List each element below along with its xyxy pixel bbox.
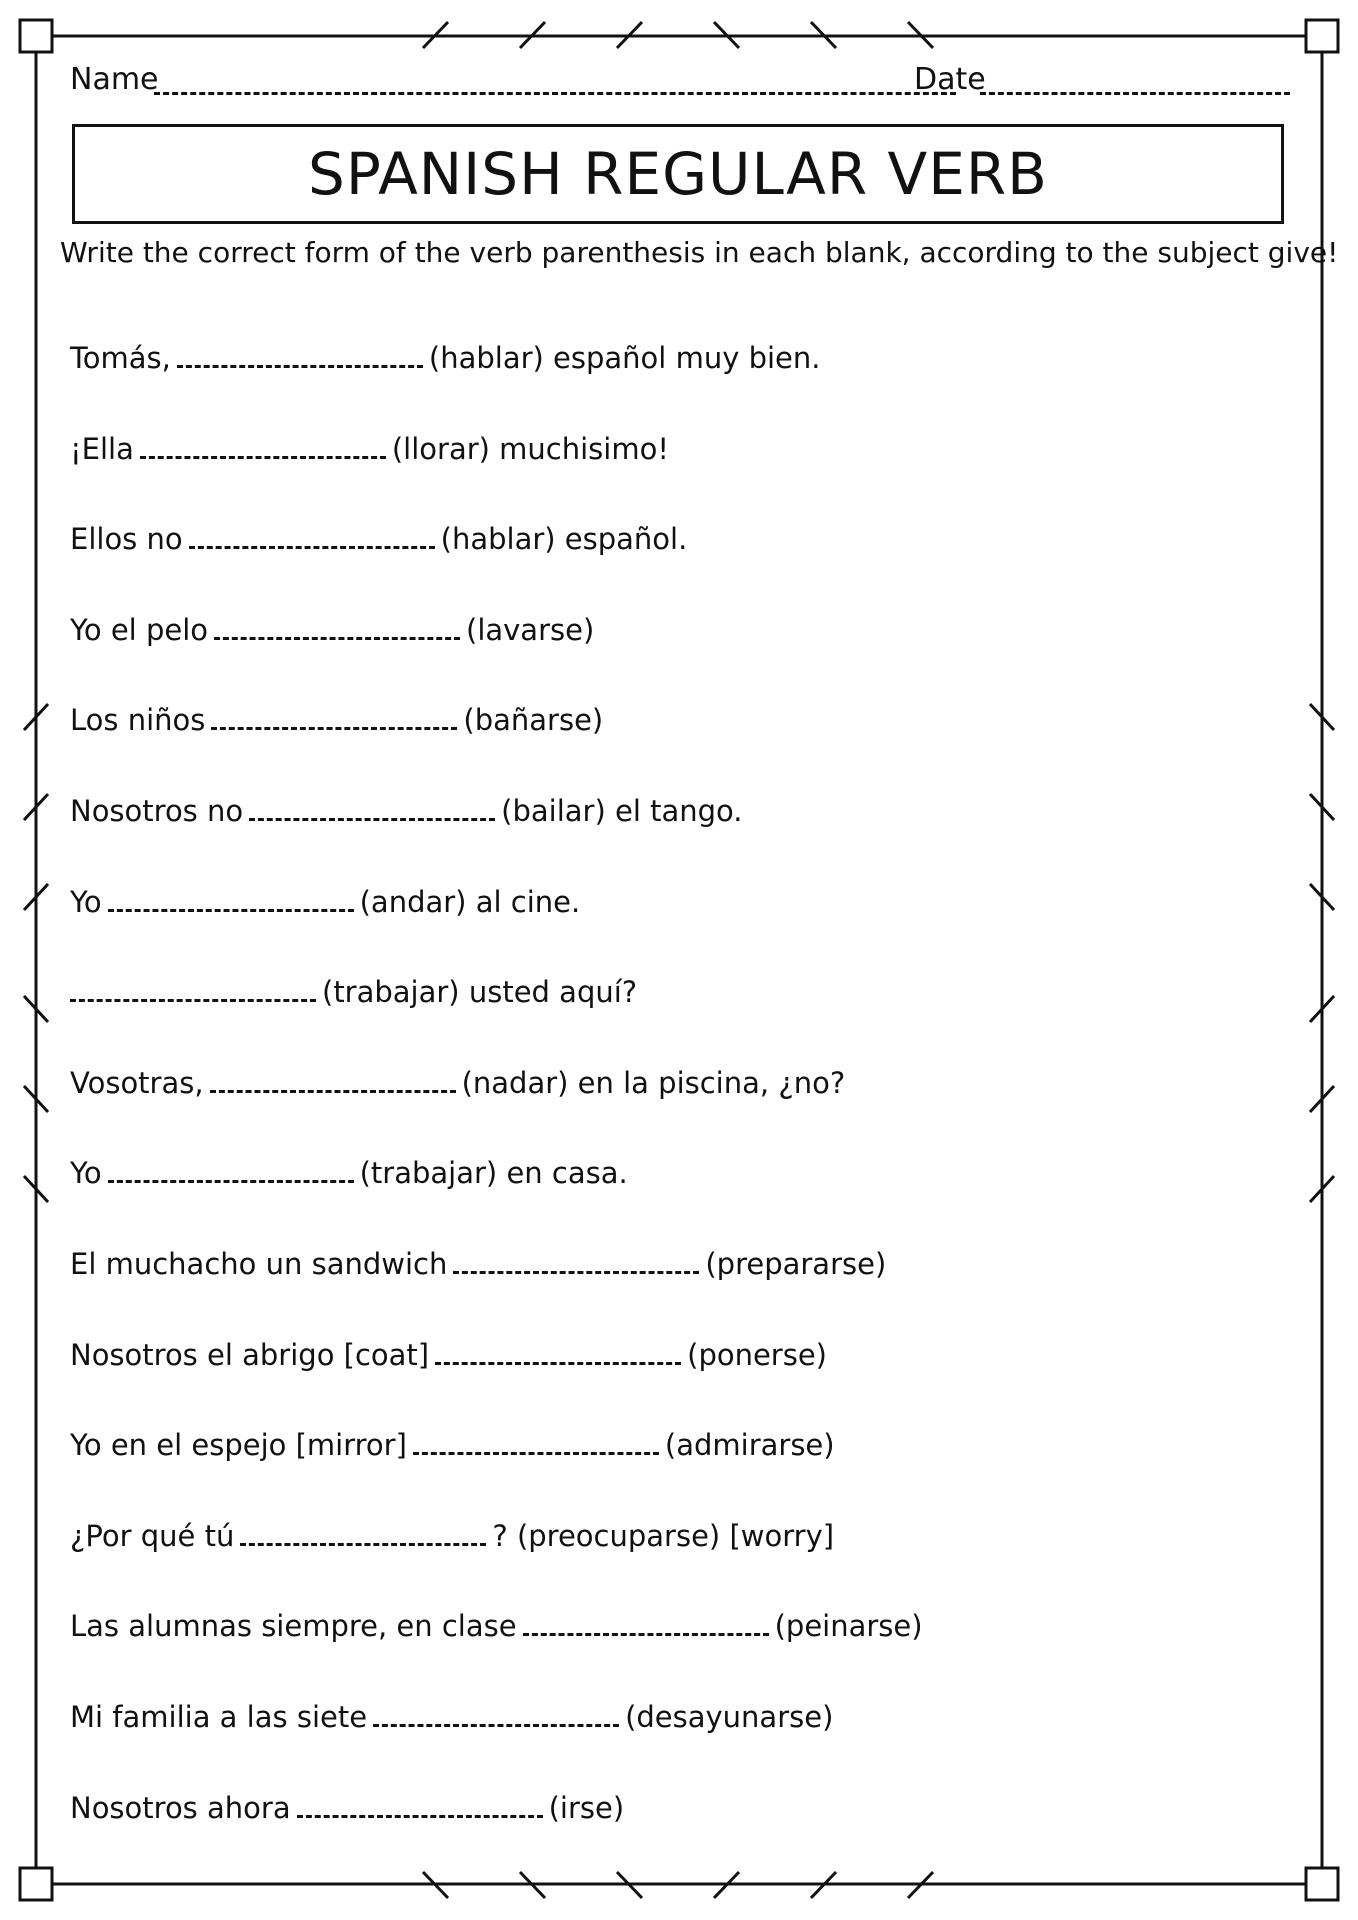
exercise-verb-hint: (bailar) el tango. — [501, 793, 743, 828]
exercise-prompt: Nosotros ahora — [70, 1790, 291, 1825]
answer-blank[interactable] — [108, 909, 354, 912]
answer-blank[interactable] — [453, 1271, 699, 1274]
exercise-item — [70, 1061, 1270, 1152]
exercise-item — [70, 1151, 1270, 1242]
exercise-prompt: Yo — [70, 1156, 102, 1191]
exercise-verb-hint: (andar) al cine. — [359, 884, 581, 919]
exercise-prompt: Las alumnas siempre, en clase — [70, 1609, 517, 1644]
date-label: Date — [914, 62, 986, 97]
exercise-verb-hint: (llorar) muchisimo! — [391, 431, 669, 466]
answer-blank[interactable] — [177, 365, 423, 368]
exercise-verb-hint: (trabajar) usted aquí? — [322, 975, 638, 1010]
exercise-item — [70, 427, 1270, 518]
answer-blank[interactable] — [140, 456, 386, 459]
exercise-item — [70, 1423, 1270, 1514]
exercise-verb-hint: ? (preocuparse) [worry] — [492, 1518, 835, 1553]
name-label: Name — [70, 62, 159, 97]
exercise-prompt: Ellos no — [70, 522, 183, 557]
exercise-prompt: Yo — [70, 884, 102, 919]
answer-blank[interactable] — [240, 1543, 486, 1546]
exercise-item — [70, 1242, 1270, 1333]
exercise-verb-hint: (irse) — [548, 1790, 625, 1825]
exercise-verb-hint: (peinarse) — [774, 1609, 923, 1644]
header-row — [70, 62, 1290, 102]
title-box — [72, 124, 1284, 224]
answer-blank[interactable] — [249, 818, 495, 821]
exercise-prompt: Nosotros no — [70, 793, 244, 828]
exercise-prompt: El muchacho un sandwich — [70, 1246, 448, 1281]
exercise-list — [70, 336, 1270, 1876]
exercise-item — [70, 880, 1270, 971]
exercise-verb-hint: (hablar) español. — [440, 522, 688, 557]
exercise-verb-hint: (prepararse) — [705, 1246, 887, 1281]
exercise-verb-hint: (desayunarse) — [625, 1699, 834, 1734]
answer-blank[interactable] — [297, 1815, 543, 1818]
exercise-item — [70, 608, 1270, 699]
answer-blank[interactable] — [523, 1633, 769, 1636]
exercise-verb-hint: (lavarse) — [466, 612, 595, 647]
exercise-item — [70, 1786, 1270, 1877]
answer-blank[interactable] — [189, 546, 435, 549]
answer-blank[interactable] — [435, 1362, 681, 1365]
exercise-prompt: Yo en el espejo [mirror] — [70, 1428, 407, 1463]
exercise-prompt: Mi familia a las siete — [70, 1699, 368, 1734]
date-field[interactable] — [980, 92, 1290, 95]
page-title: SPANISH REGULAR VERB — [308, 140, 1048, 208]
exercise-item — [70, 970, 1270, 1061]
exercise-verb-hint: (ponerse) — [687, 1337, 827, 1372]
answer-blank[interactable] — [413, 1452, 659, 1455]
answer-blank[interactable] — [70, 999, 316, 1002]
exercise-item — [70, 336, 1270, 427]
answer-blank[interactable] — [211, 727, 457, 730]
exercise-item — [70, 1514, 1270, 1605]
exercise-item — [70, 789, 1270, 880]
exercise-item — [70, 1333, 1270, 1424]
exercise-verb-hint: (admirarse) — [664, 1428, 835, 1463]
exercise-prompt: Yo el pelo — [70, 612, 208, 647]
exercise-verb-hint: (nadar) en la piscina, ¿no? — [461, 1065, 846, 1100]
answer-blank[interactable] — [373, 1724, 619, 1727]
answer-blank[interactable] — [108, 1180, 354, 1183]
name-field[interactable] — [154, 92, 956, 95]
answer-blank[interactable] — [210, 1090, 456, 1093]
exercise-item — [70, 698, 1270, 789]
instructions: Write the correct form of the verb parenthesis in each blank, according to the subject give! — [60, 236, 1339, 269]
exercise-verb-hint: (hablar) español muy bien. — [428, 341, 821, 375]
answer-blank[interactable] — [214, 637, 460, 640]
exercise-item — [70, 1695, 1270, 1786]
exercise-prompt: ¿Por qué tú — [70, 1518, 235, 1553]
exercise-prompt: Tomás, — [70, 341, 171, 375]
exercise-prompt: Nosotros el abrigo [coat] — [70, 1337, 430, 1372]
exercise-verb-hint: (bañarse) — [463, 703, 604, 738]
exercise-prompt: Vosotras, — [70, 1065, 204, 1100]
exercise-verb-hint: (trabajar) en casa. — [359, 1156, 628, 1191]
exercise-prompt: Los niños — [70, 703, 206, 738]
exercise-prompt: ¡Ella — [70, 431, 134, 466]
exercise-item — [70, 517, 1270, 608]
exercise-item — [70, 1604, 1270, 1695]
